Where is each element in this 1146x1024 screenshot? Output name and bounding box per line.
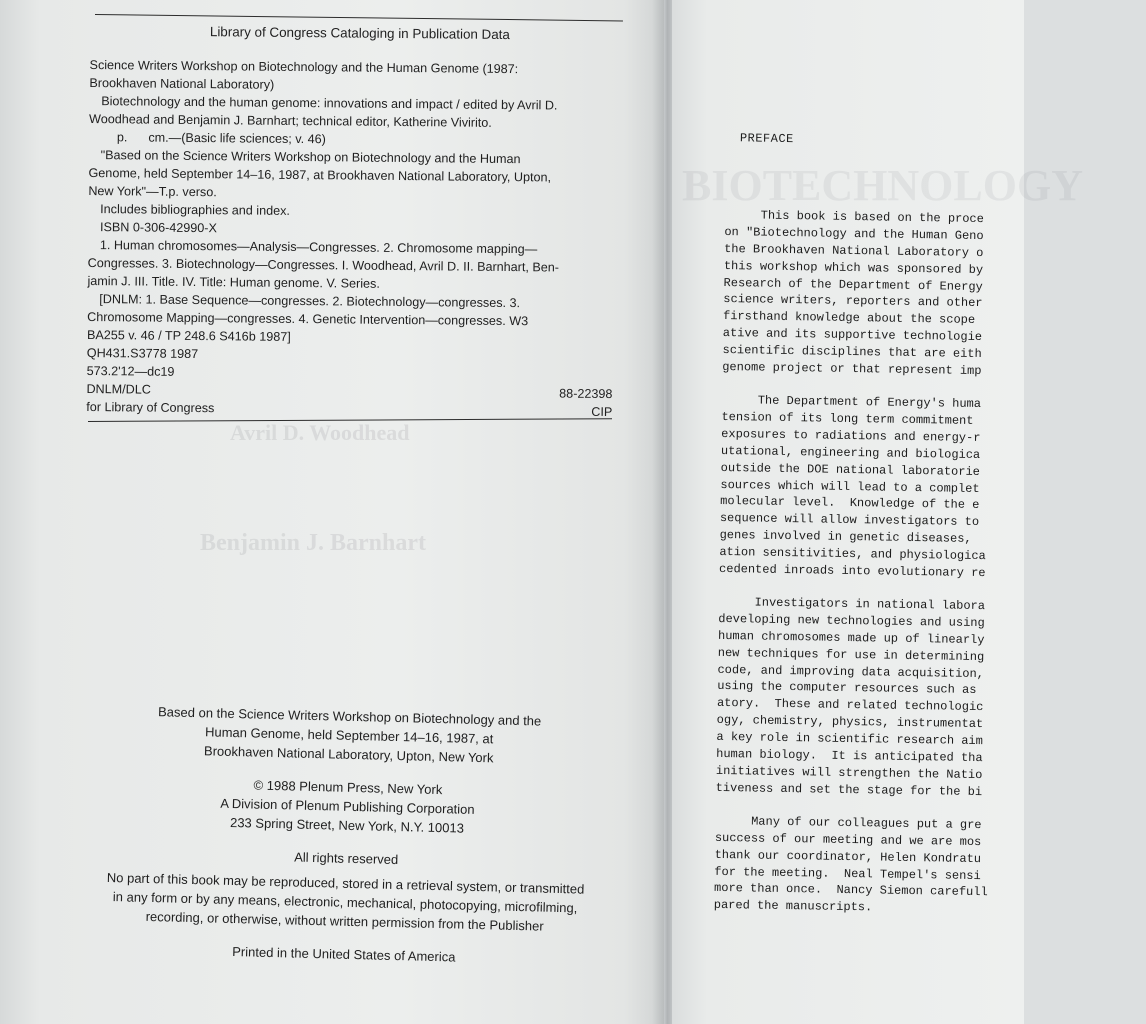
preface-line: human chromosomes made up of linearly <box>717 628 985 647</box>
publisher-line: A Division of Plenum Publishing Corporation <box>220 795 475 817</box>
rights-line: All rights reserved <box>294 849 399 868</box>
cip-dnlm-dlc: DNLM/DLC <box>86 381 151 397</box>
cip-note-line: "Based on the Science Writers Workshop on Biotechnology and the Human <box>100 148 521 167</box>
cip-dewey: 573.2'12—dc19 <box>86 363 175 379</box>
preface-line: developing new technologies and using <box>718 611 985 630</box>
preface-line: tension of its long term commitment <box>721 409 974 428</box>
cip-title-line: Biotechnology and the human genome: innovations and impact / edited by Avril D. <box>101 94 558 113</box>
notice-line: in any form or by any means, electronic, mechanical, photocopying, microfilming, <box>112 889 578 916</box>
preface-line: Research of the Department of Energy <box>723 275 983 294</box>
notice-line: recording, or otherwise, without written permission from the Publisher <box>145 908 544 934</box>
preface-line: a key role in scientific research aim <box>716 730 983 749</box>
based-on-line: Based on the Science Writers Workshop on Biotechnology and the <box>157 704 542 729</box>
preface-line: on "Biotechnology and the Human Geno <box>724 224 984 243</box>
based-on-line: Human Genome, held September 14–16, 1987, at <box>204 724 494 747</box>
preface-line: Investigators in national labora <box>718 594 986 614</box>
preface-line: this workshop which was sponsored by <box>723 258 984 277</box>
preface-line: cedented inroads into evolutionary re <box>718 561 986 581</box>
preface-line: thank our coordinator, Helen Kondratu <box>714 847 982 866</box>
preface-title: PREFACE <box>739 131 794 147</box>
based-on-line: Brookhaven National Laboratory, Upton, New York <box>203 743 494 766</box>
preface-line: Many of our colleagues put a gre <box>715 813 982 832</box>
preface-text <box>714 130 1146 921</box>
cip-line: Brookhaven National Laboratory) <box>89 75 275 92</box>
cip-isbn: ISBN 0-306-42990-X <box>99 220 218 236</box>
preface-line: outside the DOE national laboratorie <box>720 460 981 479</box>
preface-line: using the computer resources such as <box>717 679 977 698</box>
notice-line: No part of this book may be reproduced, stored in a retrieval system, or transmitted <box>106 869 585 897</box>
imprint-block <box>64 700 630 971</box>
cip-line: jamin J. III. Title. IV. Title: Human genome. V. Series. <box>87 273 380 291</box>
preface-line: for the meeting. Neal Tempel's sensi <box>714 864 981 883</box>
preface-line: molecular level. Knowledge of the e <box>720 494 980 513</box>
preface-line: pared the manuscripts. <box>713 898 873 915</box>
cip-call-number: QH431.S3778 1987 <box>86 345 199 362</box>
cip-line: Genome, held September 14–16, 1987, at Brookhaven National Laboratory, Upton, <box>88 165 552 185</box>
show-through-text: Avril D. Woodhead <box>230 420 410 445</box>
printed-line: Printed in the United States of America <box>232 944 456 965</box>
show-through-text: Benjamin J. Barnhart <box>200 530 427 556</box>
copyright-line: © 1988 Plenum Press, New York <box>253 777 443 798</box>
preface-line: science writers, reporters and other <box>723 292 983 311</box>
preface-line: utational, engineering and biologica <box>720 443 981 462</box>
preface-line: code, and improving data acquisition, <box>717 662 985 681</box>
preface-line: sources which will lead to a complet <box>720 477 980 496</box>
cip-label: CIP <box>591 404 613 420</box>
preface-line: ative and its supportive technologie <box>722 326 983 345</box>
cip-subject-line: 1. Human chromosomes—Analysis—Congresses. 2. Chromosome mapping— <box>99 238 538 257</box>
top-rule <box>95 14 623 21</box>
cip-heading: Library of Congress Cataloging in Publication Data <box>209 24 510 43</box>
preface-line: new techniques for use in determining <box>717 645 985 664</box>
preface-line: The Department of Energy's huma <box>721 392 982 412</box>
cip-lccn: 88-22398 <box>559 386 613 402</box>
preface-line: genes involved in genetic diseases, <box>719 528 972 547</box>
preface-line: human biology. It is anticipated tha <box>716 747 983 766</box>
preface-line: scientific disciplines that are eith <box>722 343 982 362</box>
cip-note-line: Includes bibliographies and index. <box>100 202 291 218</box>
preface-line: This book is based on the proce <box>724 207 984 226</box>
cip-series-line: p. cm.—(Basic life sciences; v. 46) <box>116 130 326 147</box>
publisher-address: 233 Spring Street, New York, N.Y. 10013 <box>229 814 465 836</box>
preface-body <box>714 207 1145 921</box>
preface-line: success of our meeting and we are mos <box>714 830 982 849</box>
cip-footer-left: for Library of Congress <box>86 399 215 416</box>
preface-line: the Brookhaven National Laboratory o <box>724 241 984 260</box>
preface-line: atory. These and related technologic <box>716 696 984 715</box>
preface-line: tiveness and set the stage for the bi <box>715 780 983 800</box>
cip-main-entry-line: Science Writers Workshop on Biotechnology and the Human Genome (1987: <box>89 57 519 77</box>
preface-line: ation sensitivities, and physiologica <box>719 545 986 564</box>
cip-line: Chromosome Mapping—congresses. 4. Genetic Intervention—congresses. W3 <box>87 309 529 329</box>
cip-line: Congresses. 3. Biotechnology—Congresses. I. Woodhead, Avril D. II. Barnhart, Ben- <box>87 255 560 275</box>
preface-line: ogy, chemistry, physics, instrumentat <box>716 713 984 732</box>
preface-line: sequence will allow investigators to <box>719 511 980 530</box>
cip-dnlm-line: [DNLM: 1. Base Sequence—congresses. 2. Biotechnology—congresses. 3. <box>99 292 521 311</box>
preface-line: more than once. Nancy Siemon carefull <box>713 881 988 900</box>
show-through-text: BIOTECHNOLOGY <box>682 161 1083 210</box>
cip-line: BA255 v. 46 / TP 248.6 S416b 1987] <box>86 327 291 344</box>
preface-line: initiatives will strengthen the Natio <box>715 763 983 783</box>
preface-line: firsthand knowledge about the scope <box>722 309 976 328</box>
preface-line: genome project or that represent imp <box>722 360 982 379</box>
cip-data-block <box>86 22 630 421</box>
cip-line: Woodhead and Benjamin J. Barnhart; technical editor, Katherine Vivirito. <box>89 111 492 130</box>
preface-line: exposures to radiations and energy-r <box>721 426 981 445</box>
cip-line: New York"—T.p. verso. <box>88 183 217 200</box>
